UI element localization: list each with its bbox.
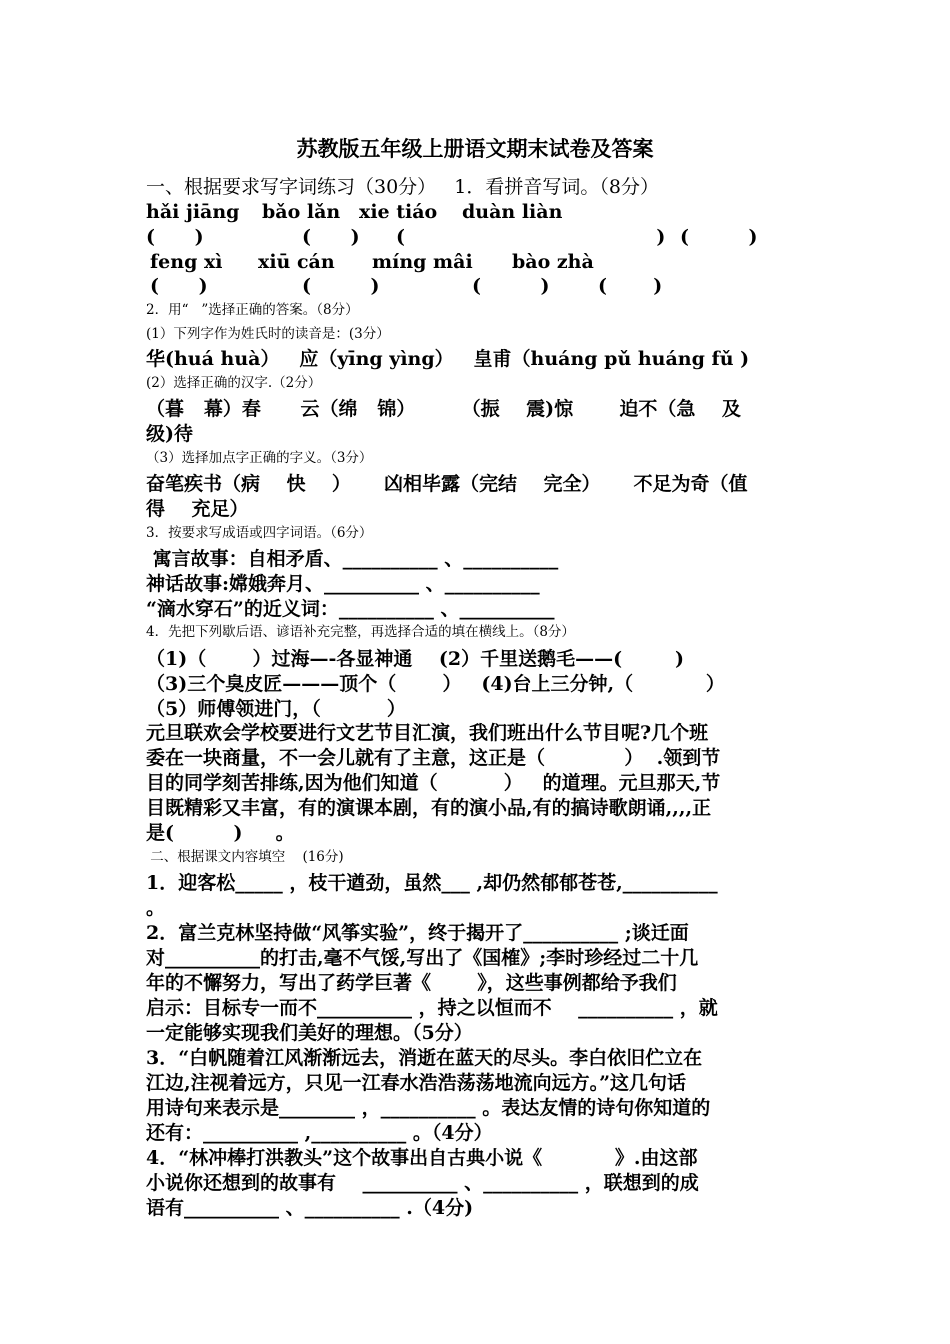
answer-blank[interactable]: ( ) bbox=[302, 275, 380, 297]
s2-q3-line: 江边,注视着远方，只见一江春水浩浩荡荡地流向远方。”这几句话 bbox=[146, 1072, 687, 1094]
q3-line1: 寓言故事：自相矛盾、__________ 、__________ bbox=[146, 548, 559, 570]
s2-q3-line: 3．“白帆随着江风渐渐远去，消逝在蓝天的尽头。李白依旧伫立在 bbox=[146, 1047, 703, 1069]
section1-heading: 一、根据要求写字词练习（30分） 1．看拼音写词。（8分） bbox=[146, 176, 659, 198]
answer-blank[interactable]: ( ) bbox=[598, 275, 663, 297]
s2-q2-line: 对__________的打击,毫不气馁,写出了《国榷》;李时珍经过二十几 bbox=[146, 947, 699, 969]
q4-line1: （1)（ ）过海—-各显神通 (2）千里送鹅毛——( ) bbox=[146, 648, 684, 670]
answer-blank[interactable]: ( ) bbox=[302, 226, 360, 248]
s2-q2-line: 2．富兰克林坚持做“风筝实验”，终于揭开了__________ ;谈迁面 bbox=[146, 922, 689, 944]
q2-sub1-text: 华(huá huà） 应（yīng yìng） 皇甫（huáng pǔ huáng fǔ ) bbox=[146, 348, 750, 370]
q2-sub3-line2: 得 充足） bbox=[146, 498, 249, 520]
answer-blank[interactable]: ( ) bbox=[146, 226, 204, 248]
answer-blank[interactable]: ( ) bbox=[472, 275, 550, 297]
page-title: 苏教版五年级上册语文期末试卷及答案 bbox=[296, 136, 654, 161]
section2-heading: 二、根据课文内容填空 (16分) bbox=[146, 849, 344, 865]
pinyin-1: hǎi jiāng bbox=[146, 201, 240, 223]
s2-q4-line: 4．“林冲棒打洪教头”这个故事出自古典小说《 》.由这部 bbox=[146, 1147, 698, 1169]
s2-q3-line: 还有：__________ ,__________ 。（4分） bbox=[146, 1122, 493, 1144]
s2-q1-line2: 。 bbox=[146, 897, 166, 919]
pinyin-2: bǎo lǎn bbox=[262, 201, 341, 223]
q2-sub3-line1: 奋笔疾书（病 快 ） 凶相毕露（完结 完全） 不足为奇（值 bbox=[146, 473, 748, 495]
s2-q1-line1: 1．迎客松_____ ，枝干遒劲，虽然___ ,却仍然郁郁苍苍,__________ bbox=[146, 872, 718, 894]
pinyin-5: feng xì bbox=[150, 251, 223, 273]
q4-para-line: 元旦联欢会学校要进行文艺节目汇演，我们班出什么节目呢?几个班 bbox=[146, 722, 709, 744]
blank-row-2 bbox=[146, 277, 846, 299]
q2-sub2-line2: 级)待 bbox=[146, 423, 193, 445]
blank-row-1 bbox=[146, 228, 846, 250]
s2-q2-line: 一定能够实现我们美好的理想。（5分） bbox=[146, 1022, 473, 1044]
s2-q4-line: 语有__________ 、__________ .（4分) bbox=[146, 1197, 474, 1219]
pinyin-8: bào zhà bbox=[512, 251, 594, 273]
q3-heading: 3．按要求写成语或四字词语。（6分） bbox=[146, 525, 373, 541]
s2-q2-line: 年的不懈努力，写出了药学巨著《 》，这些事例都给予我们 bbox=[146, 972, 677, 994]
s2-q2-line: 启示：目标专一而不__________ ，持之以恒而不 __________ ，就 bbox=[146, 997, 718, 1019]
pinyin-row-2 bbox=[146, 253, 846, 275]
q3-line2: 神话故事:嫦娥奔月、__________ 、__________ bbox=[146, 573, 540, 595]
q2-sub1-label: (1）下列字作为姓氏时的读音是：(3分） bbox=[146, 326, 390, 342]
q3-line3: “滴水穿石”的近义词：__________ 、__________ bbox=[146, 598, 555, 620]
pinyin-3: xie tiáo bbox=[359, 201, 438, 223]
q4-line3: （5）师傅领进门，（ ） bbox=[146, 698, 406, 720]
q4-para-line: 目的同学刻苦排练,因为他们知道（ ） 的道理。元旦那天,节 bbox=[146, 772, 721, 794]
q4-para-line: 委在一块商量，不一会儿就有了主意，这正是（ ） .领到节 bbox=[146, 747, 721, 769]
s2-q4-line: 小说你还想到的故事有 __________ 、__________ ，联想到的成 bbox=[146, 1172, 699, 1194]
q4-heading: 4．先把下列歇后语、谚语补充完整，再选择合适的填在横线上。（8分） bbox=[146, 624, 575, 640]
q4-line2: （3)三个臭皮匠———顶个（ ） (4)台上三分钟,（ ） bbox=[146, 673, 725, 695]
answer-blank[interactable]: ( ) bbox=[150, 275, 208, 297]
q2-sub2-line1: （暮 幕）春 云（绵 锦） （振 震)惊 迫不（急 及 bbox=[146, 398, 741, 420]
pinyin-4: duàn liàn bbox=[462, 201, 563, 223]
q4-para-line: 目既精彩又丰富，有的演课本剧，有的演小品,有的搞诗歌朗诵,,,,正 bbox=[146, 797, 712, 819]
q2-sub2-label: (2）选择正确的汉字.（2分） bbox=[146, 375, 322, 391]
q2-sub3-label: （3）选择加点字正确的字义。（3分） bbox=[146, 450, 373, 466]
pinyin-7: míng mâi bbox=[372, 251, 473, 273]
q2-heading: 2．用“ ”选择正确的答案。（8分） bbox=[146, 302, 359, 318]
pinyin-row-1 bbox=[146, 203, 846, 225]
s2-q3-line: 用诗句来表示是________ ，__________ 。表达友情的诗句你知道的 bbox=[146, 1097, 711, 1119]
answer-blank[interactable]: ( ) bbox=[396, 226, 666, 248]
pinyin-6: xiū cán bbox=[258, 251, 335, 273]
q4-para-line: 是( ) 。 bbox=[146, 822, 295, 844]
answer-blank[interactable]: ( ) bbox=[680, 226, 758, 248]
